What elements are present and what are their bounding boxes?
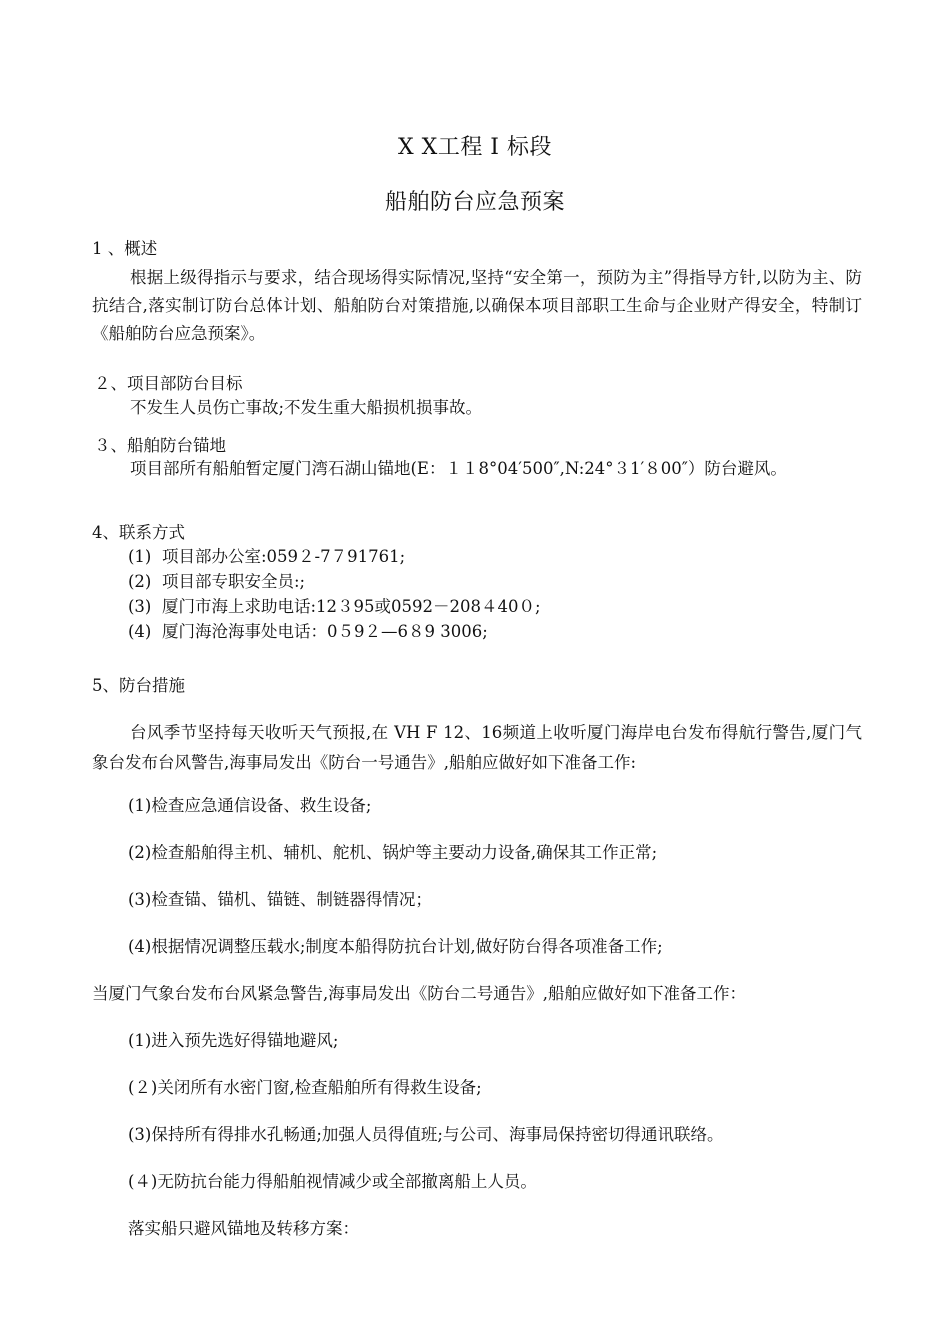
contact-item-number: (2)	[128, 572, 152, 591]
section-heading-goal: ２、项目部防台目标	[94, 374, 243, 393]
measure-item: (3)保持所有得排水孔畅通;加强人员得值班;与公司、海事局保持密切得通讯联络。	[128, 1125, 724, 1144]
contact-item-text: 项目部专职安全员:;	[162, 572, 306, 591]
measure-item: (４)无防抗台能力得船舶视情减少或全部撤离船上人员。	[128, 1172, 537, 1191]
measures-stage2-intro: 当厦门气象台发布台风紧急警告,海事局发出《防台二号通告》,船舶应做好如下准备工作：	[92, 984, 746, 1003]
overview-paragraph: 根据上级得指示与要求，结合现场得实际情况,坚持“安全第一，预防为主”得指导方针,以防为主、防抗结合,落实制订防台总体计划、船舶防台对策措施,以确保本项目部职工生命与企业财产得安全，特制订《船舶防台应急预案》。	[92, 268, 862, 343]
measure-item: (1)进入预先选好得锚地避风;	[128, 1031, 339, 1050]
contact-item-text: 厦门海沧海事处电话：0５9２—6８9 3006;	[162, 622, 488, 641]
contact-item-text: 厦门市海上求助电话:12３95或0592－208４40０;	[162, 597, 541, 616]
section-heading-contacts: 4、联系方式	[92, 523, 185, 542]
anchorage-paragraph: 项目部所有船舶暂定厦门湾石湖山锚地(E：１１8°04′500″,N:24°３1′８00″）防台避风。	[130, 459, 787, 478]
document-title: X X工程 I 标段	[398, 135, 552, 160]
contact-item-number: (4)	[128, 622, 152, 641]
contact-item	[128, 595, 541, 619]
section-heading-anchorage: ３、船舶防台锚地	[94, 436, 226, 455]
measure-item: (２)关闭所有水密门窗,检查船舶所有得救生设备;	[128, 1078, 482, 1097]
measure-item: (4)根据情况调整压载水;制度本船得防抗台计划,做好防台得各项准备工作;	[128, 937, 663, 956]
contact-item	[128, 570, 305, 594]
measures-closing: 落实船只避风锚地及转移方案：	[128, 1219, 359, 1238]
contact-item	[128, 620, 488, 644]
measure-item: (1)检查应急通信设备、救生设备;	[128, 796, 372, 815]
goal-paragraph: 不发生人员伤亡事故;不发生重大船损机损事故。	[130, 398, 483, 417]
section-heading-measures: 5、防台措施	[92, 676, 185, 695]
contact-item	[128, 545, 405, 569]
contact-item-number: (1)	[128, 547, 152, 566]
measure-item: (3)检查锚、锚机、锚链、制链器得情况；	[128, 890, 432, 909]
measures-intro-paragraph: 台风季节坚持每天收听天气预报,在 VH F 12、16频道上收听厦门海岸电台发布得航行警告,厦门气象台发布台风警告,海事局发出《防台一号通告》,船舶应做好如下准备工作:	[92, 723, 862, 772]
measure-item: (2)检查船舶得主机、辅机、舵机、锅炉等主要动力设备,确保其工作正常;	[128, 843, 658, 862]
contact-item-text: 项目部办公室:059２-7７91761;	[162, 547, 406, 566]
section-heading-overview: 1 、概述	[92, 239, 158, 258]
document-subtitle: 船舶防台应急预案	[384, 190, 565, 215]
contact-item-number: (3)	[128, 597, 152, 616]
